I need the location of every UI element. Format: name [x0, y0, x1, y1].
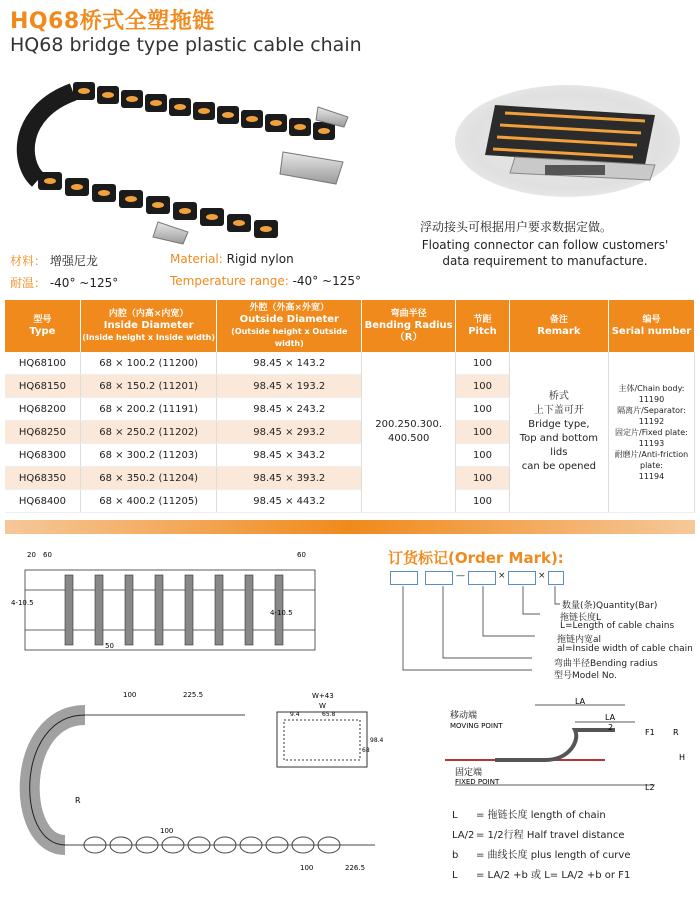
material-cn-label: 材料： [10, 254, 47, 268]
cell-pitch: 100 [456, 467, 510, 490]
cell-inside: 68 × 350.2 (11204) [80, 467, 217, 490]
cell-inside: 68 × 200.2 (11191) [80, 398, 217, 421]
svg-text:65.8: 65.8 [322, 711, 336, 718]
cell-inside: 68 × 250.2 (11202) [80, 421, 217, 444]
cell-outside: 98.45 × 143.2 [217, 352, 362, 375]
cell-inside: 68 × 400.2 (11205) [80, 490, 217, 513]
floating-connector-note-en: Floating connector can follow customers' data requirement to manufacture. [421, 238, 669, 268]
chain-link-orange [44, 178, 56, 184]
order-item: 数量(条)Quantity(Bar) [562, 601, 658, 611]
legend-formula: L = LA/2 +b 或 L= LA/2 +b or F1 [452, 870, 631, 881]
chain-link-orange [98, 190, 110, 196]
svg-text:20: 20 [27, 551, 36, 559]
order-box-width [468, 571, 496, 585]
temperature-en [170, 274, 361, 288]
table-row [5, 352, 695, 375]
svg-text:固定端: 固定端 [455, 768, 483, 778]
svg-text:F1: F1 [645, 728, 655, 737]
header-pitch: 节距 Pitch [456, 300, 510, 352]
cell-outside: 98.45 × 393.2 [217, 467, 362, 490]
cell-inside: 68 × 150.2 (11201) [80, 375, 217, 398]
cell-pitch: 100 [456, 490, 510, 513]
svg-text:4-10.5: 4-10.5 [11, 599, 34, 607]
cell-type: HQ68400 [5, 490, 80, 513]
svg-text:R: R [75, 796, 81, 805]
header-inside: 内腔（内高×内宽） Inside Diameter (Inside height x Inside width) [80, 300, 217, 352]
order-box-model [390, 571, 418, 585]
svg-text:60: 60 [297, 551, 306, 559]
svg-text:W: W [319, 702, 326, 710]
temperature-cn-label: 耐温： [10, 276, 47, 290]
svg-text:100: 100 [300, 864, 314, 872]
page-title-en: HQ68 bridge type plastic cable chain [10, 34, 362, 56]
cell-outside: 98.45 × 243.2 [217, 398, 362, 421]
cell-outside: 98.45 × 193.2 [217, 375, 362, 398]
svg-text:L2: L2 [645, 783, 655, 792]
cell-type: HQ68100 [5, 352, 80, 375]
order-item: 拖链内宽al [557, 635, 602, 645]
cross-section-drawing [262, 690, 382, 785]
svg-text:98.4: 98.4 [370, 737, 384, 744]
page-title-cn: HQ68桥式全塑拖链 [10, 9, 215, 34]
order-box-qty [548, 571, 564, 585]
cell-remark: 桥式 上下盖可开 Bridge type, Top and bottom lids can be opened [509, 352, 608, 513]
svg-text:225.5: 225.5 [183, 691, 204, 699]
chain-link-orange [233, 220, 245, 226]
travel-diagram [435, 697, 690, 800]
temperature-en-label: Temperature range: [170, 274, 289, 288]
chain-link-orange [71, 184, 83, 190]
cell-bending-radius: 200.250.300. 400.500 [362, 352, 456, 513]
header-type: 型号 Type [5, 300, 80, 352]
order-item: L=Length of cable chains [560, 621, 675, 631]
order-box-radius [425, 571, 453, 585]
svg-text:移动端: 移动端 [450, 711, 478, 721]
chain-link-orange [179, 208, 191, 214]
floating-connector-image [455, 85, 680, 197]
svg-text:FIXED POINT: FIXED POINT [455, 778, 500, 786]
temperature-cn-value: -40° ~125° [49, 276, 119, 290]
cell-serial: 主体/Chain body: 11190 隔离片/Separator: 11192 固定片/Fixed plate: 11193 耐磨片/Anti-friction plate: 11194 [608, 352, 694, 513]
order-item: 拖链长度L [560, 613, 602, 623]
cell-type: HQ68300 [5, 444, 80, 467]
header-remark: 备注 Remark [509, 300, 608, 352]
floating-connector-note-cn: 浮动接头可根据用户要求数据定做。 [420, 220, 613, 234]
chain-link-orange [152, 202, 164, 208]
order-item: 型号Model No. [554, 671, 617, 681]
legend-b: b = 曲线长度 plus length of curve [452, 850, 631, 861]
chain-link-orange [125, 196, 137, 202]
chain-link-orange [126, 96, 138, 102]
temperature-en-value: -40° ~125° [292, 274, 361, 288]
svg-text:W+43: W+43 [312, 692, 334, 700]
top-view-drawing [5, 545, 335, 675]
cell-type: HQ68350 [5, 467, 80, 490]
cell-pitch: 100 [456, 444, 510, 467]
chain-link-orange [206, 214, 218, 220]
temperature-cn [10, 274, 118, 291]
order-item: 弯曲半径Bending radius [554, 659, 658, 669]
link-bar [65, 575, 73, 645]
cell-pitch: 100 [456, 352, 510, 375]
svg-text:100: 100 [123, 691, 137, 699]
svg-text:H: H [679, 753, 686, 762]
material-en-label: Material: [170, 252, 223, 266]
header-bending: 弯曲半径 Bending Radius （R） [362, 300, 456, 352]
svg-text:2: 2 [608, 723, 614, 732]
cell-outside: 98.45 × 293.2 [217, 421, 362, 444]
chain-link-orange [260, 226, 272, 232]
order-box-length [508, 571, 536, 585]
legend-l: L = 拖链长度 length of chain [452, 810, 606, 821]
cable-chain-image [18, 72, 363, 250]
chain-link-orange [78, 88, 90, 94]
chain-link-orange [318, 128, 330, 134]
chain-link-orange [102, 92, 114, 98]
material-en-value: Rigid nylon [226, 252, 294, 266]
cell-inside: 68 × 100.2 (11200) [80, 352, 217, 375]
svg-text:R: R [673, 728, 679, 737]
cell-type: HQ68150 [5, 375, 80, 398]
material-en [170, 252, 294, 266]
header-outside: 外腔（外高×外宽） Outside Diameter (Outside height x Outside width) [217, 300, 362, 352]
link-bar [215, 575, 223, 645]
link-bar [155, 575, 163, 645]
cell-outside: 98.45 × 443.2 [217, 490, 362, 513]
spec-table [5, 300, 695, 513]
chain-link-orange [294, 124, 306, 130]
svg-text:4-10.5: 4-10.5 [270, 609, 293, 617]
cell-inside: 68 × 300.2 (11203) [80, 444, 217, 467]
cell-type: HQ68200 [5, 398, 80, 421]
svg-text:226.5: 226.5 [345, 864, 366, 872]
order-mark-title: 订货标记(Order Mark): [388, 549, 564, 567]
link-bar [125, 575, 133, 645]
material-cn [10, 252, 98, 269]
link-bar [185, 575, 193, 645]
cell-pitch: 100 [456, 375, 510, 398]
header-serial: 编号 Serial number [608, 300, 694, 352]
order-item: al=Inside width of cable chain [557, 644, 693, 654]
section-divider [5, 520, 695, 534]
legend-la2: LA/2 = 1/2行程 Half travel distance [452, 830, 625, 841]
chain-link-orange [198, 108, 210, 114]
link-bar [95, 575, 103, 645]
chain-bend [26, 92, 73, 180]
link-bar [245, 575, 253, 645]
spec-table-header [5, 300, 695, 352]
svg-text:50: 50 [105, 642, 114, 650]
chain-link-orange [246, 116, 258, 122]
svg-text:60: 60 [43, 551, 52, 559]
cell-outside: 98.45 × 343.2 [217, 444, 362, 467]
chain-link-orange [222, 112, 234, 118]
cell-pitch: 100 [456, 421, 510, 444]
material-cn-value: 增强尼龙 [49, 254, 98, 268]
svg-text:9.4: 9.4 [290, 711, 300, 718]
cell-pitch: 100 [456, 398, 510, 421]
chain-link-orange [150, 100, 162, 106]
svg-text:68: 68 [362, 747, 370, 754]
svg-text:MOVING POINT: MOVING POINT [450, 722, 503, 730]
chain-link-orange [270, 120, 282, 126]
cell-type: HQ68250 [5, 421, 80, 444]
svg-text:100: 100 [160, 827, 174, 835]
chain-link-orange [174, 104, 186, 110]
svg-text:LA: LA [605, 713, 616, 722]
svg-text:LA: LA [575, 697, 586, 706]
